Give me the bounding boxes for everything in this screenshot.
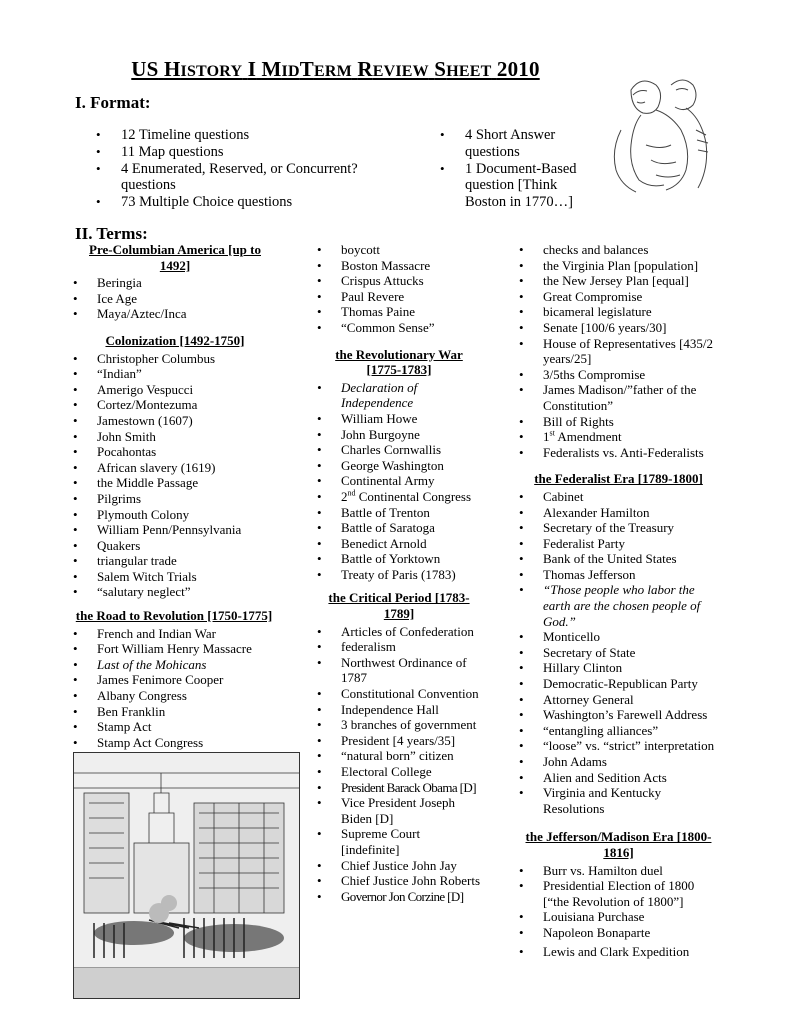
term-item: • Crispus Attucks <box>341 273 481 289</box>
section-federalist-era-title: the Federalist Era [1789-1800] <box>534 471 703 487</box>
term-item: • bicameral legislature <box>543 304 718 320</box>
term-item: • Treaty of Paris (1783) <box>341 567 481 583</box>
term-item-text: 2nd Continental Congress <box>341 488 472 504</box>
term-item: • Ben Franklin <box>97 704 277 720</box>
term-item: • Boston Massacre <box>341 258 481 274</box>
format-list-left <box>121 127 381 211</box>
format-item: • 73 Multiple Choice questions <box>121 194 381 211</box>
title-word-4: MIDTERM <box>261 57 352 81</box>
term-item: • Vice President Joseph Biden [D] <box>341 795 481 826</box>
term-item: • Stamp Act <box>97 719 277 735</box>
term-item: • John Adams <box>543 754 718 770</box>
term-item: • James Fenimore Cooper <box>97 672 277 688</box>
term-item: • Thomas Jefferson <box>543 567 718 583</box>
term-item: • Washington’s Farewell Address <box>543 707 718 723</box>
term-item: • “Common Sense” <box>341 320 481 336</box>
ordinal-suffix: nd <box>347 488 356 498</box>
term-item: • Alien and Sedition Acts <box>543 770 718 786</box>
title-word-5: REVIEW <box>357 57 429 81</box>
term-item: • “Those people who labor the earth are the chosen people of God.” <box>543 582 718 629</box>
term-item: • Continental Army <box>341 473 481 489</box>
term-item: • John Burgoyne <box>341 427 481 443</box>
term-item: • Amerigo Vespucci <box>97 382 277 398</box>
section-revolutionary-war-list <box>341 380 481 583</box>
term-item: • Declaration of Independence <box>341 380 481 411</box>
term-item: • triangular trade <box>97 553 277 569</box>
term-item: • Lewis and Clark Expedition <box>543 944 718 960</box>
term-item: • Secretary of the Treasury <box>543 520 718 536</box>
term-item: • Benedict Arnold <box>341 536 481 552</box>
term-item: • John Smith <box>97 429 277 445</box>
terms-heading: II. Terms: <box>75 224 148 243</box>
section-road-to-revolution-title: the Road to Revolution [1750-1775] <box>75 608 273 624</box>
term-item: • Battle of Saratoga <box>341 520 481 536</box>
term-item: • Independence Hall <box>341 702 481 718</box>
term-item: • Last of the Mohicans <box>97 657 277 673</box>
term-item: • checks and balances <box>543 242 718 258</box>
term-item: • President Barack Obama [D] <box>341 780 481 796</box>
term-item: • Battle of Yorktown <box>341 551 481 567</box>
term-item: • Cortez/Montezuma <box>97 397 277 413</box>
term-item: • 3 branches of government <box>341 717 481 733</box>
format-item: • 1 Document-Based question [Think Boston in 1770…] <box>465 161 595 211</box>
term-item: • Chief Justice John Jay <box>341 858 481 874</box>
term-item: • Paul Revere <box>341 289 481 305</box>
section-pre-columbian-title: Pre-Columbian America [up to 1492] <box>89 242 261 273</box>
term-item: • “entangling alliances” <box>543 723 718 739</box>
term-item: • 3/5ths Compromise <box>543 367 718 383</box>
term-item: • French and Indian War <box>97 626 277 642</box>
term-item: • Beringia <box>97 275 277 291</box>
term-item: • “natural born” citizen <box>341 748 481 764</box>
format-item: • 4 Enumerated, Reserved, or Concurrent? questions <box>121 161 381 195</box>
term-item: • Presidential Election of 1800 [“the Revolution of 1800”] <box>543 878 718 909</box>
term-item: • African slavery (1619) <box>97 460 277 476</box>
ordinal-suffix: st <box>549 428 555 438</box>
term-item: • Battle of Trenton <box>341 505 481 521</box>
term-item: • President [4 years/35] <box>341 733 481 749</box>
term-item: • Jamestown (1607) <box>97 413 277 429</box>
term-item: • Chief Justice John Roberts <box>341 873 481 889</box>
term-item: • Louisiana Purchase <box>543 909 718 925</box>
section-boycott-list <box>341 242 481 336</box>
terms-column-1 <box>75 242 277 750</box>
term-item: • Supreme Court [indefinite] <box>341 826 481 857</box>
term-item: • Senate [100/6 years/30] <box>543 320 718 336</box>
term-item <box>341 489 481 505</box>
term-item: • Ice Age <box>97 291 277 307</box>
term-item: • Northwest Ordinance of 1787 <box>341 655 481 686</box>
section-critical-period-title: the Critical Period [1783-1789] <box>328 590 470 622</box>
colonial-figures-drawing <box>601 70 721 200</box>
term-item: • Secretary of State <box>543 645 718 661</box>
section-jefferson-madison-era-list <box>543 863 718 960</box>
term-item: • Salem Witch Trials <box>97 569 277 585</box>
term-item: • Bill of Rights <box>543 414 718 430</box>
term-item <box>543 429 718 445</box>
term-item: • William Penn/Pennsylvania <box>97 522 277 538</box>
term-item: • the Virginia Plan [population] <box>543 258 718 274</box>
term-item: • Burr vs. Hamilton duel <box>543 863 718 879</box>
term-item: • Governor Jon Corzine [D] <box>341 889 481 905</box>
term-item: • Bank of the United States <box>543 551 718 567</box>
term-item: • Maya/Aztec/Inca <box>97 306 277 322</box>
title-word-6: SHEET <box>434 57 492 81</box>
term-item: • Charles Cornwallis <box>341 442 481 458</box>
section-critical-period-list <box>341 624 481 905</box>
term-item: • Plymouth Colony <box>97 507 277 523</box>
term-item: • Articles of Confederation <box>341 624 481 640</box>
title-word-1: US <box>131 57 159 81</box>
section-colonization-title: Colonization [1492-1750] <box>105 332 245 348</box>
title-word-2: HISTORY <box>163 57 243 81</box>
format-item: • 11 Map questions <box>121 144 381 161</box>
format-heading: I. Format: <box>75 93 151 112</box>
term-item: • Federalist Party <box>543 536 718 552</box>
section-revolutionary-war-title: the Revolutionary War [1775-1783] <box>335 346 463 378</box>
terms-column-2 <box>328 242 481 904</box>
term-item: • Thomas Paine <box>341 304 481 320</box>
section-constitution-list <box>543 242 718 460</box>
term-item: • James Madison/”father of the Constitution” <box>543 382 718 413</box>
term-item: • George Washington <box>341 458 481 474</box>
page-title <box>0 57 671 82</box>
format-item: • 12 Timeline questions <box>121 127 381 144</box>
term-item: • Pocahontas <box>97 444 277 460</box>
section-colonization-list <box>97 351 277 601</box>
term-item: • Alexander Hamilton <box>543 505 718 521</box>
term-item: • Christopher Columbus <box>97 351 277 367</box>
term-item: • “salutary neglect” <box>97 584 277 600</box>
term-item: • Hillary Clinton <box>543 660 718 676</box>
term-item: • William Howe <box>341 411 481 427</box>
title-word-3: I <box>247 57 257 81</box>
term-item: • Electoral College <box>341 764 481 780</box>
term-item: • Fort William Henry Massacre <box>97 641 277 657</box>
term-item: • Albany Congress <box>97 688 277 704</box>
term-item: • Quakers <box>97 538 277 554</box>
format-item: • 4 Short Answer questions <box>465 127 595 161</box>
term-item: • Virginia and Kentucky Resolutions <box>543 785 718 816</box>
term-item: • Federalists vs. Anti-Federalists <box>543 445 718 461</box>
term-item: • Great Compromise <box>543 289 718 305</box>
title-word-7: 2010 <box>496 57 540 81</box>
section-federalist-era-list <box>543 489 718 816</box>
term-item: • House of Representatives [435/2 years/25] <box>543 336 718 367</box>
term-item: • Democratic-Republican Party <box>543 676 718 692</box>
terms-column-3 <box>525 242 718 959</box>
term-item: • the New Jersey Plan [equal] <box>543 273 718 289</box>
section-jefferson-madison-era-title: the Jefferson/Madison Era [1800-1816] <box>525 829 712 860</box>
term-item: • the Middle Passage <box>97 475 277 491</box>
boston-massacre-engraving <box>73 752 300 999</box>
format-list-right <box>465 127 595 211</box>
section-pre-columbian-list <box>97 275 277 322</box>
term-item: • Monticello <box>543 629 718 645</box>
term-item: • Constitutional Convention <box>341 686 481 702</box>
term-item: • Cabinet <box>543 489 718 505</box>
term-item: • “Indian” <box>97 366 277 382</box>
term-item: • “loose” vs. “strict” interpretation <box>543 738 718 754</box>
term-item: • Stamp Act Congress <box>97 735 277 751</box>
term-item: • Napoleon Bonaparte <box>543 925 718 941</box>
term-item-text: 1st Amendment <box>543 428 622 445</box>
section-road-to-revolution-list <box>97 626 277 751</box>
term-item: • Attorney General <box>543 692 718 708</box>
term-item: • Pilgrims <box>97 491 277 507</box>
term-item: • boycott <box>341 242 481 258</box>
term-item: • federalism <box>341 639 481 655</box>
